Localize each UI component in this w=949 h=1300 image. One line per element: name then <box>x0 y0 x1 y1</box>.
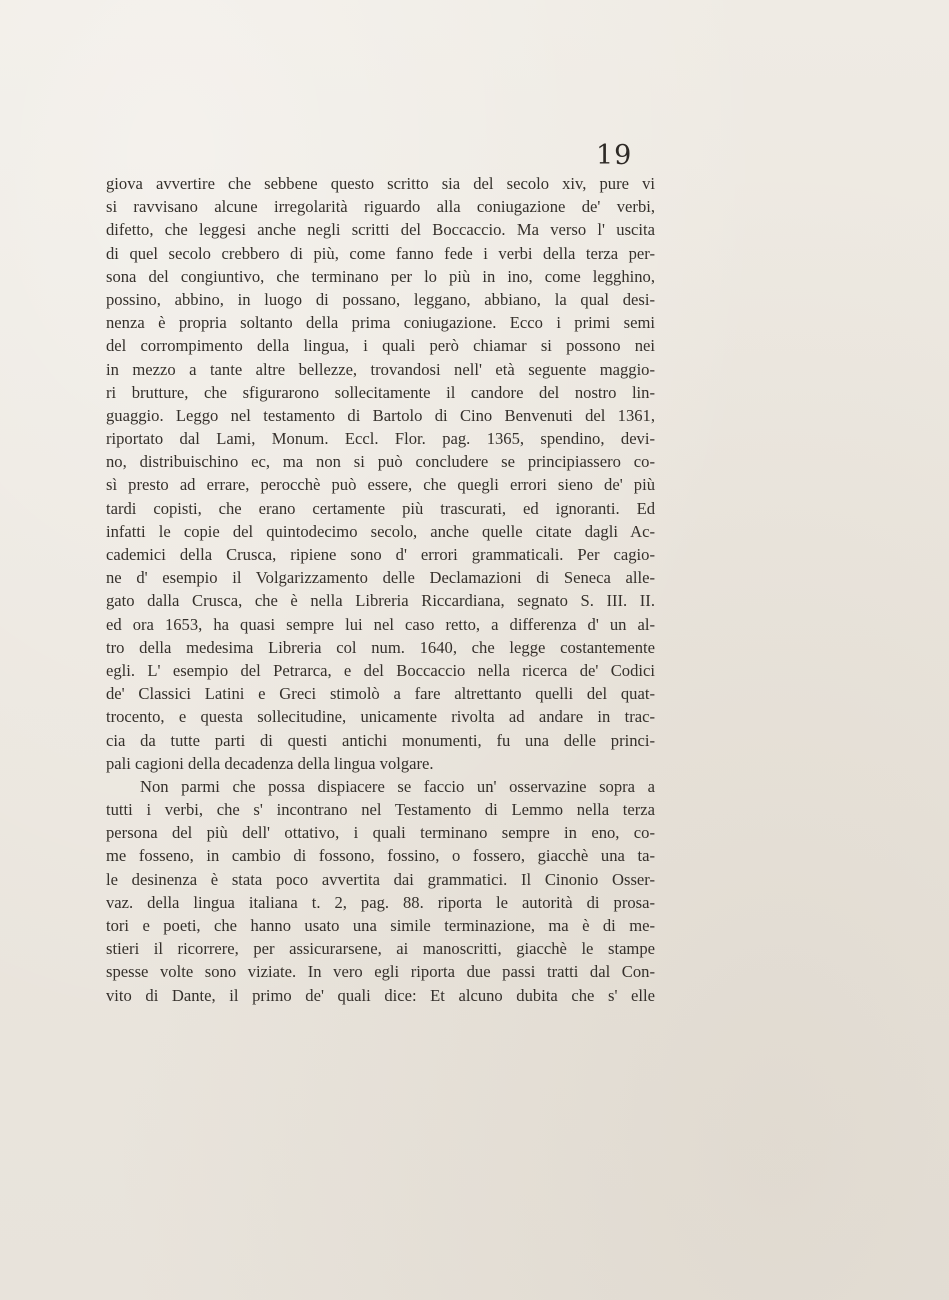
text-line: cademici della Crusca, ripiene sono d' errori grammaticali. Per cagio- <box>106 545 655 564</box>
text-line: vito di Dante, il primo de' quali dice: Et alcuno dubita che s' elle <box>106 985 655 1005</box>
text-line: persona del più dell' ottativo, i quali terminano sempre in eno, co- <box>106 823 655 843</box>
text-line: egli. L' esempio del Petrarca, e del Boccaccio nella ricerca de' Codici <box>106 660 655 680</box>
text-line: infatti le copie del quintodecimo secolo, anche quelle citate dagli Ac- <box>106 521 655 541</box>
text-line: in mezzo a tante altre bellezze, trovandosi nell' età seguente maggio- <box>106 359 655 379</box>
text-line: me fosseno, in cambio di fossono, fossino, o fossero, giacchè una ta- <box>106 846 655 866</box>
text-line: pali cagioni della decadenza della lingua volgare. <box>106 753 434 773</box>
text-line: de' Classici Latini e Greci stimolò a fare altrettanto quelli del quat- <box>106 684 655 704</box>
text-line: le desinenza è stata poco avvertita dai grammatici. Il Cinonio Osser- <box>106 869 655 889</box>
text-line: vaz. della lingua italiana t. 2, pag. 88. riporta le autorità di prosa- <box>106 892 655 912</box>
text-line: difetto, che leggesi anche negli scritti del Boccaccio. Ma verso l' uscita <box>106 220 655 240</box>
text-line: sona del congiuntivo, che terminano per lo più in ino, come legghino, <box>106 266 655 286</box>
text-line: tutti i verbi, che s' incontrano nel Testamento di Lemmo nella terza <box>106 800 655 820</box>
text-line: nenza è propria soltanto della prima coniugazione. Ecco i primi semi <box>106 313 655 333</box>
text-line: si ravvisano alcune irregolarità riguardo alla coniugazione de' verbi, <box>106 197 655 217</box>
text-line: di quel secolo crebbero di più, come fanno fede i verbi della terza per- <box>106 243 655 263</box>
text-line: riportato dal Lami, Monum. Eccl. Flor. pag. 1365, spendino, devi- <box>106 429 655 449</box>
text-line: spesse volte sono viziate. In vero egli riporta due passi tratti dal Con- <box>106 962 655 982</box>
text-line: sì presto ad errare, perocchè può essere, che quegli errori sieno de' più <box>106 475 655 495</box>
text-line: giova avvertire che sebbene questo scritto sia del secolo xiv, pure vi <box>106 174 655 193</box>
body-text <box>106 172 655 1007</box>
text-line: stieri il ricorrere, per assicurarsene, ai manoscritti, giacchè le stampe <box>106 939 655 959</box>
text-line: Non parmi che possa dispiacere se faccio un' osservazine sopra a <box>140 776 655 796</box>
text-line: possino, abbino, in luogo di possano, leggano, abbiano, la qual desi- <box>106 289 655 309</box>
text-line: ed ora 1653, ha quasi sempre lui nel caso retto, a differenza d' un al- <box>106 614 655 634</box>
text-line: ne d' esempio il Volgarizzamento delle Declamazioni di Seneca alle- <box>106 568 655 588</box>
text-line: del corrompimento della lingua, i quali però chiamar si possono nei <box>106 336 655 356</box>
text-line: guaggio. Leggo nel testamento di Bartolo di Cino Benvenuti del 1361, <box>106 405 655 425</box>
text-line: cia da tutte parti di questi antichi monumenti, fu una delle princi- <box>106 730 655 750</box>
text-line: trocento, e questa sollecitudine, unicamente rivolta ad andare in trac- <box>106 707 655 727</box>
page-number: 19 <box>596 140 633 171</box>
text-line: ri brutture, che sfigurarono sollecitamente il candore del nostro lin- <box>106 382 655 402</box>
text-line: no, distribuischino ec, ma non si può concludere se principiassero co- <box>106 452 655 472</box>
text-line: tro della medesima Libreria col num. 1640, che legge costantemente <box>106 637 655 657</box>
text-line: tori e poeti, che hanno usato una simile terminazione, ma è di me- <box>106 916 655 935</box>
text-line: tardi copisti, che erano certamente più trascurati, ed ignoranti. Ed <box>106 498 655 518</box>
text-line: gato dalla Crusca, che è nella Libreria Riccardiana, segnato S. III. II. <box>106 591 655 611</box>
